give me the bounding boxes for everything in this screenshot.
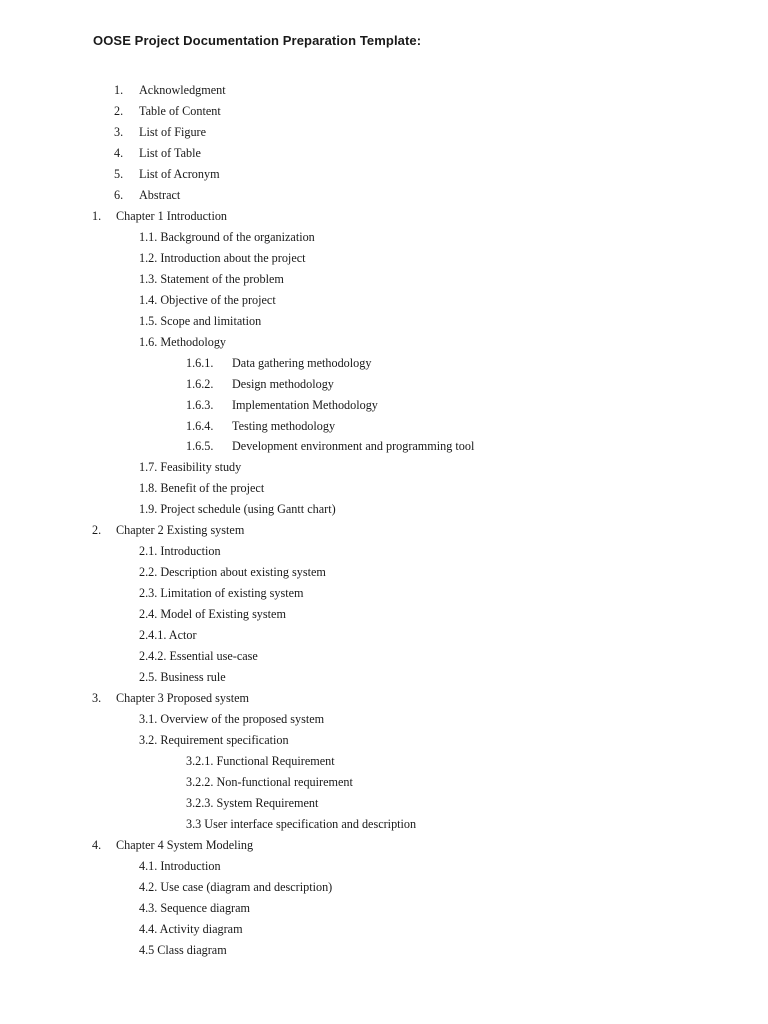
table-of-contents [0,80,768,961]
chapter-number: 4. [92,837,102,852]
subsection-label: 3.2.1. Functional Requirement [186,754,335,768]
chapter-number: 1. [92,208,102,223]
section-label: 1.3. Statement of the problem [139,271,284,286]
subsection-label: Design methodology [232,376,334,391]
section-label: 3.2. Requirement specification [139,733,289,748]
subsection-item [0,416,768,437]
section-item [0,877,768,898]
item-number: 6. [114,187,124,202]
section-item [0,227,768,248]
chapter-heading [0,688,768,709]
subsection-label: Implementation Methodology [232,397,378,412]
section-item [0,730,768,751]
subsection-number: 1.6.3. [186,397,214,412]
subsection-label: Development environment and programming tool [232,439,475,454]
section-label: 2.1. Introduction [139,544,221,559]
section-label: 2.4.1. Actor [139,628,197,643]
section-item [0,457,768,478]
page-title: OOSE Project Documentation Preparation Template: [93,33,422,48]
item-number: 3. [114,124,124,139]
item-number: 2. [114,103,124,118]
front-matter-item [0,101,768,122]
section-item [0,541,768,562]
chapter-heading [0,520,768,541]
item-label: List of Acronym [139,166,220,181]
section-label: 1.5. Scope and limitation [139,313,262,328]
subsection-number: 1.6.4. [186,418,214,433]
front-matter-item [0,164,768,185]
item-number: 1. [114,83,124,97]
section-item [0,604,768,625]
section-item [0,709,768,730]
subsection-label: Data gathering methodology [232,355,372,370]
section-item [0,625,768,646]
section-label: 1.7. Feasibility study [139,460,242,475]
section-label: 2.5. Business rule [139,670,226,685]
subsection-item [0,436,768,457]
section-item [0,667,768,688]
chapter-number: 3. [92,691,102,706]
subsection-label: 3.2.2. Non-functional requirement [186,774,353,789]
item-label: Abstract [139,187,181,202]
item-label: Acknowledgment [139,83,226,97]
section-item [0,269,768,290]
section-item [0,478,768,499]
section-label: 4.5 Class diagram [139,942,227,957]
section-item [0,646,768,667]
subsection-number: 1.6.2. [186,376,214,391]
subsection-item [0,751,768,772]
chapter-heading [0,835,768,856]
section-label: 2.3. Limitation of existing system [139,586,304,601]
section-label: 1.2. Introduction about the project [139,250,306,265]
section-item [0,919,768,940]
front-matter-item [0,122,768,143]
section-label: 4.4. Activity diagram [139,921,243,936]
section-item [0,856,768,877]
section-item [0,290,768,311]
subsection-label: Testing methodology [232,418,336,433]
item-label: List of Table [139,145,201,160]
section-label: 4.2. Use case (diagram and description) [139,879,333,894]
subsection-item [0,353,768,374]
item-number: 4. [114,145,124,160]
subsection-item [0,793,768,814]
subsection-label: 3.2.3. System Requirement [186,795,319,810]
section-item [0,499,768,520]
chapter-label: Chapter 3 Proposed system [116,691,250,706]
section-label: 1.9. Project schedule (using Gantt chart) [139,502,336,517]
section-item [0,311,768,332]
front-matter-item [0,80,768,101]
section-label: 1.4. Objective of the project [139,292,276,307]
front-matter-item [0,185,768,206]
section-item [0,898,768,919]
section-label: 2.2. Description about existing system [139,565,326,580]
section-label: 4.3. Sequence diagram [139,900,251,915]
item-number: 5. [114,166,124,181]
subsection-number: 1.6.5. [186,439,214,454]
section-label: 2.4.2. Essential use-case [139,649,258,664]
section-label: 3.1. Overview of the proposed system [139,712,325,727]
chapter-label: Chapter 1 Introduction [116,208,228,223]
subsection-number: 1.6.1. [186,355,214,370]
item-label: Table of Content [139,103,221,118]
section-label: 2.4. Model of Existing system [139,607,286,622]
chapter-heading [0,206,768,227]
subsection-item [0,814,768,835]
section-label: 1.1. Background of the organization [139,229,315,244]
section-label: 4.1. Introduction [139,858,221,873]
section-item [0,940,768,961]
section-item [0,248,768,269]
front-matter-item [0,143,768,164]
section-label: 1.6. Methodology [139,334,227,349]
section-item [0,562,768,583]
section-item [0,583,768,604]
subsection-item [0,374,768,395]
subsection-item [0,772,768,793]
subsection-label: 3.3 User interface specification and description [186,816,417,831]
chapter-label: Chapter 2 Existing system [116,523,245,538]
chapter-label: Chapter 4 System Modeling [116,837,254,852]
subsection-item [0,395,768,416]
chapter-number: 2. [92,523,102,538]
item-label: List of Figure [139,124,207,139]
section-label: 1.8. Benefit of the project [139,481,265,496]
section-item [0,332,768,353]
